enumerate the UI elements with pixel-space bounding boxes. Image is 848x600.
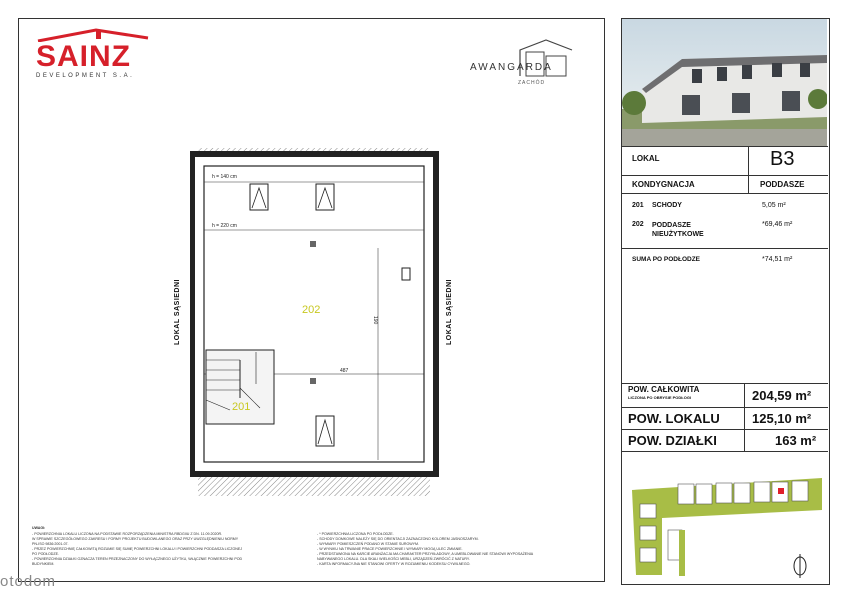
note-line: BUDYNKIEM. xyxy=(32,562,55,566)
note-line: W SPRAWIE SZCZEGÓŁOWEGO ZAKRESU I FORMY PROJEKTU BUDOWLANEGO ORAZ PRZY UWZGLĘDNIENIU NORMY xyxy=(32,537,239,541)
roof-window-icon xyxy=(316,416,334,446)
roof-window-icon xyxy=(250,184,268,210)
pow-calkowita-note: LICZONA PO OBRYSIE PODŁOGI xyxy=(628,395,692,400)
column-marker xyxy=(310,241,316,247)
room-name: PODDASZE NIEUŻYTKOWE xyxy=(652,222,704,238)
awangarda-logo xyxy=(470,38,580,98)
project-name: AWANGARDA xyxy=(470,62,553,73)
divider xyxy=(621,175,828,176)
column-marker xyxy=(310,378,316,384)
neighbour-label-left: LOKAL SĄSIEDNI xyxy=(174,279,181,345)
note-line: - W WYNIKU NA TRWANIE PRACE POWIERZCHNIE I WYMIARY MOGĄ ULEC ZMIANIE. xyxy=(317,547,463,551)
note-line: - * POWIERZCHNIA LICZONA PO PODŁODZE. xyxy=(317,532,394,536)
building-render-image xyxy=(622,19,827,146)
suma-label: SUMA PO PODŁODZE xyxy=(632,256,701,263)
pow-lokalu-value: 125,10 m² xyxy=(752,411,812,426)
height-note-2: h = 220 cm xyxy=(212,223,237,229)
roof-window-icon xyxy=(316,184,334,210)
room-no: 201 xyxy=(632,202,644,209)
divider xyxy=(621,146,828,147)
divider xyxy=(621,451,828,452)
lokal-value: B3 xyxy=(770,148,795,170)
notes-title: UWAGI: xyxy=(32,526,46,530)
divider xyxy=(748,146,749,193)
note-line: NABYWANEGO LOKALU. DLA SKALI WIELKOŚCI MEBLI, URZĄDZEŃ ZWRÓCIĆ Z NATURY. xyxy=(317,557,470,561)
divider xyxy=(621,407,828,408)
wall-niche xyxy=(402,268,410,280)
height-note-1: h = 140 cm xyxy=(212,174,237,180)
room-label-201: 201 xyxy=(232,401,251,413)
divider xyxy=(621,429,828,430)
room-area: 5,05 m² xyxy=(762,202,786,209)
pow-dzialki-label: POW. DZIAŁKI xyxy=(628,433,717,448)
note-line: - POWIERZCHNIA DZIAŁKI OZNACZA TEREN PRZEZNACZONY DO WYŁĄCZNEGO UŻYTKU, WŁĄCZNIE POWIERZCHNI POD xyxy=(32,557,243,561)
kondygnacja-value: PODDASZE xyxy=(760,180,805,189)
lokal-label: LOKAL xyxy=(632,154,660,163)
pow-calkowita-label: POW. CAŁKOWITA xyxy=(628,385,700,394)
selected-unit-marker xyxy=(778,488,784,494)
note-line: - WYMIARY POMIESZCZEŃ PODANO W STANIE SUROWYM. xyxy=(317,542,420,546)
project-sub: ZACHÓD xyxy=(518,80,546,86)
note-line: PN-ISO 9836:2001-07. xyxy=(32,542,69,546)
notes-right xyxy=(317,532,592,567)
dimension-3: 487 xyxy=(340,368,349,374)
divider xyxy=(621,193,828,194)
note-line: PO PODŁODZE. xyxy=(32,552,59,556)
suma-value: *74,51 m² xyxy=(762,256,793,263)
room-no: 202 xyxy=(632,221,644,228)
note-line: - SCHODY DOMKOWE NALEŻY SIĘ DO ORIENTACJI ZAZNACZONO KOLOREM JASNOSZARYM. xyxy=(317,537,479,541)
watermark: otodom xyxy=(0,573,57,590)
site-plan-map xyxy=(622,470,827,583)
note-line: - KARTA INFORMACYJNA NIE STANOWI OFERTY W ROZUMIENIU KODEKSU CYWILNEGO. xyxy=(317,562,471,566)
dimension-vertical: 190 xyxy=(372,316,378,325)
notes-block xyxy=(32,526,592,576)
divider xyxy=(621,383,828,384)
roof-hatch-bottom xyxy=(198,474,430,496)
divider xyxy=(621,248,828,249)
kondygnacja-label: KONDYGNACJA xyxy=(632,180,695,189)
room-name: SCHODY xyxy=(652,202,682,209)
pow-calkowita-value: 204,59 m² xyxy=(752,388,812,403)
note-line: - PRZEDSTAWIONA NA KARCIE ARANŻACJA MA CHARAKTER PRZYKŁADOWY, A UMEBLOWANIE NIE STANOWI WYPOSAŻENIA xyxy=(317,552,534,556)
divider xyxy=(744,383,745,451)
note-line: - PRZEZ POWIERZCHNIĘ CAŁKOWITĄ ROZUMIE SIĘ SUMĘ POWIERZCHNI LOKALU I POWIERZCHNI PODDASZA LICZONEJ xyxy=(32,547,243,551)
floor-plan xyxy=(190,148,440,498)
logo-text: SAINZ xyxy=(36,40,131,73)
neighbour-label-right: LOKAL SĄSIEDNI xyxy=(446,279,453,345)
notes-left xyxy=(32,532,307,567)
room-area: *69,46 m² xyxy=(762,221,793,228)
sainz-logo xyxy=(36,28,156,79)
pow-dzialki-value: 163 m² xyxy=(775,433,817,448)
pow-lokalu-label: POW. LOKALU xyxy=(628,411,720,426)
logo-subtext: DEVELOPMENT S.A. xyxy=(36,73,135,79)
note-line: - POWIERZCHNIA LOKALU LICZONA NA PODSTAWIE ROZPORZĄDZENIA MINISTRA RBDGIIU Z DN. 11.09.2020R. xyxy=(32,532,223,536)
room-label-202: 202 xyxy=(302,304,321,316)
